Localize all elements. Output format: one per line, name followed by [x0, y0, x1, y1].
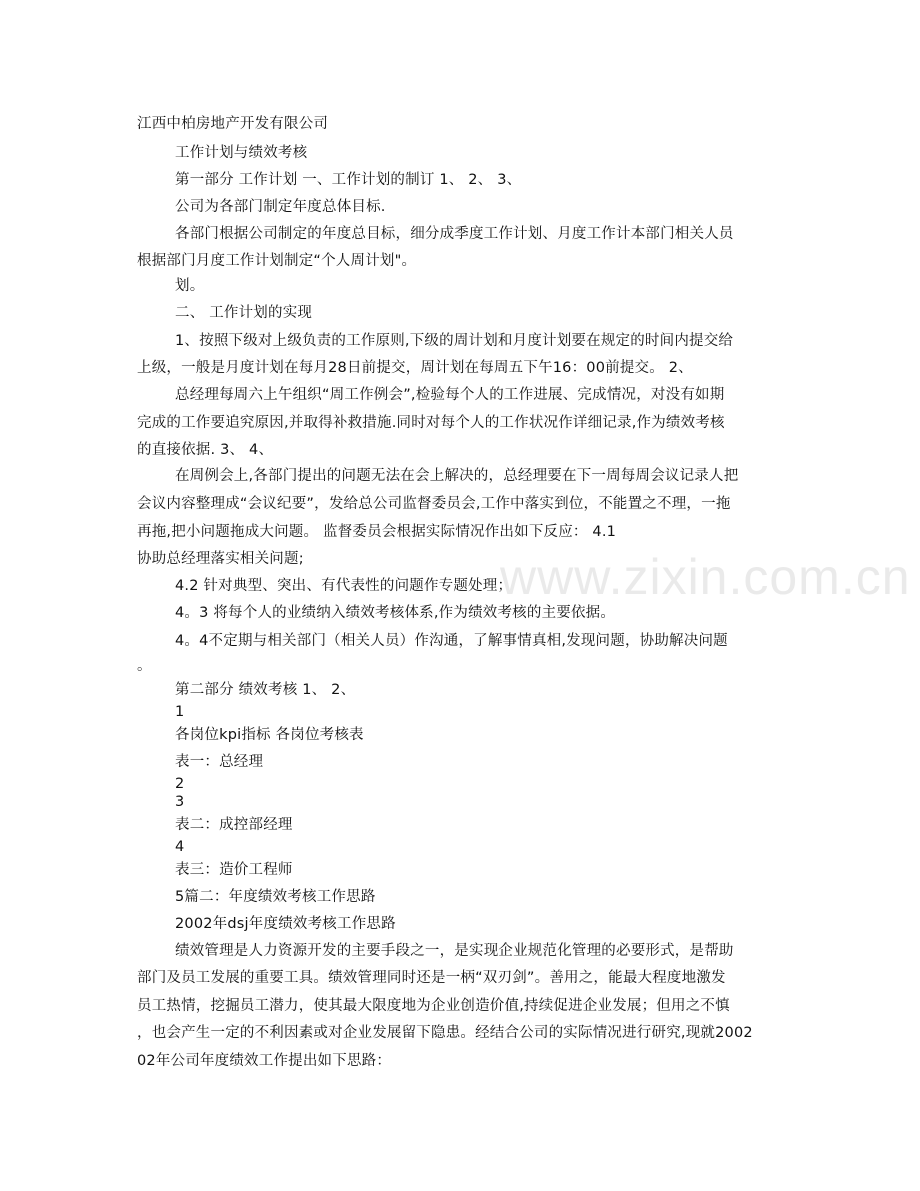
- paragraph-line: 各部门根据公司制定的年度总目标，细分成季度工作计划、月度工作计本部门相关人员: [175, 226, 734, 242]
- paragraph-line: 上级，一般是月度计划在每月28日前提交，周计划在每周五下午16：00前提交。 2、: [137, 360, 693, 376]
- paragraph-line: 表一：总经理: [175, 754, 264, 770]
- part-two-heading: 第二部分 绩效考核 1、 2、: [175, 682, 356, 698]
- company-name: 江西中柏房地产开发有限公司: [137, 116, 329, 132]
- paragraph-line: 2: [175, 776, 185, 792]
- paragraph-line: 员工热情，挖掘员工潜力，使其最大限度地为企业创造价值,持续促进企业发展；但用之不慎: [137, 998, 730, 1014]
- paragraph-line: 表二：成控部经理: [175, 817, 293, 833]
- watermark: www.zixin.com.cn: [500, 549, 911, 605]
- article-heading: 5篇二：年度绩效考核工作思路: [175, 889, 376, 905]
- section-heading: 二、 工作计划的实现: [175, 305, 313, 321]
- paragraph-line: 会议内容整理成“会议纪要”，发给总公司监督委员会,工作中落实到位，不能置之不理，一拖: [137, 496, 731, 512]
- paragraph-line: 协助总经理落实相关问题;: [137, 551, 304, 567]
- paragraph-line: ，也会产生一定的不利因素或对企业发展留下隐患。经结合公司的实际情况进行研究,现就2002: [137, 1025, 753, 1041]
- paragraph-line: 划。: [175, 278, 205, 294]
- paragraph-line: 再拖,把小问题拖成大问题。 监督委员会根据实际情况作出如下反应： 4.1: [137, 524, 617, 540]
- list-item: 4。3 将每个人的业绩纳入绩效考核体系,作为绩效考核的主要依据。: [175, 605, 616, 621]
- list-item: 4.2 针对典型、突出、有代表性的问题作专题处理；: [175, 578, 513, 594]
- paragraph-line: 部门及员工发展的重要工具。绩效管理同时还是一柄“双刃剑”。善用之，能最大程度地激发: [137, 970, 726, 986]
- paragraph-line: 1: [175, 704, 185, 720]
- part-one-heading: 第一部分 工作计划 一、工作计划的制订 1、 2、 3、: [175, 172, 522, 188]
- paragraph-line: 02年公司年度绩效工作提出如下思路：: [137, 1053, 392, 1069]
- paragraph-line: 表三：造价工程师: [175, 862, 293, 878]
- paragraph-line: 的直接依据. 3、 4、: [137, 442, 274, 458]
- list-item: 4。4不定期与相关部门（相关人员）作沟通，了解事情真相,发现问题，协助解决问题: [175, 633, 728, 649]
- paragraph-line: 根据部门月度工作计划制定“个人周计划"。: [137, 253, 417, 269]
- paragraph-line: 总经理每周六上午组织“周工作例会”,检验每个人的工作进展、完成情况，对没有如期: [175, 387, 725, 403]
- paragraph-line: 在周例会上,各部门提出的问题无法在会上解决的，总经理要在下一周每周会议记录人把: [175, 468, 739, 484]
- article-subtitle: 2002年dsj年度绩效考核工作思路: [175, 916, 396, 932]
- paragraph-line: 4: [175, 839, 185, 855]
- paragraph-line: 各岗位kpi指标 各岗位考核表: [175, 727, 364, 743]
- paragraph-line: 完成的工作要追究原因,并取得补救措施.同时对每个人的工作状况作详细记录,作为绩效考核: [137, 415, 725, 431]
- paragraph-line: 。: [137, 658, 152, 674]
- paragraph-line: 绩效管理是人力资源开发的主要手段之一，是实现企业规范化管理的必要形式，是帮助: [175, 943, 734, 959]
- paragraph-line: 3: [175, 794, 185, 810]
- paragraph-line: 公司为各部门制定年度总体目标.: [175, 199, 386, 215]
- document-title: 工作计划与绩效考核: [175, 145, 308, 161]
- paragraph-line: 1、按照下级对上级负责的工作原则,下级的周计划和月度计划要在规定的时间内提交给: [175, 333, 734, 349]
